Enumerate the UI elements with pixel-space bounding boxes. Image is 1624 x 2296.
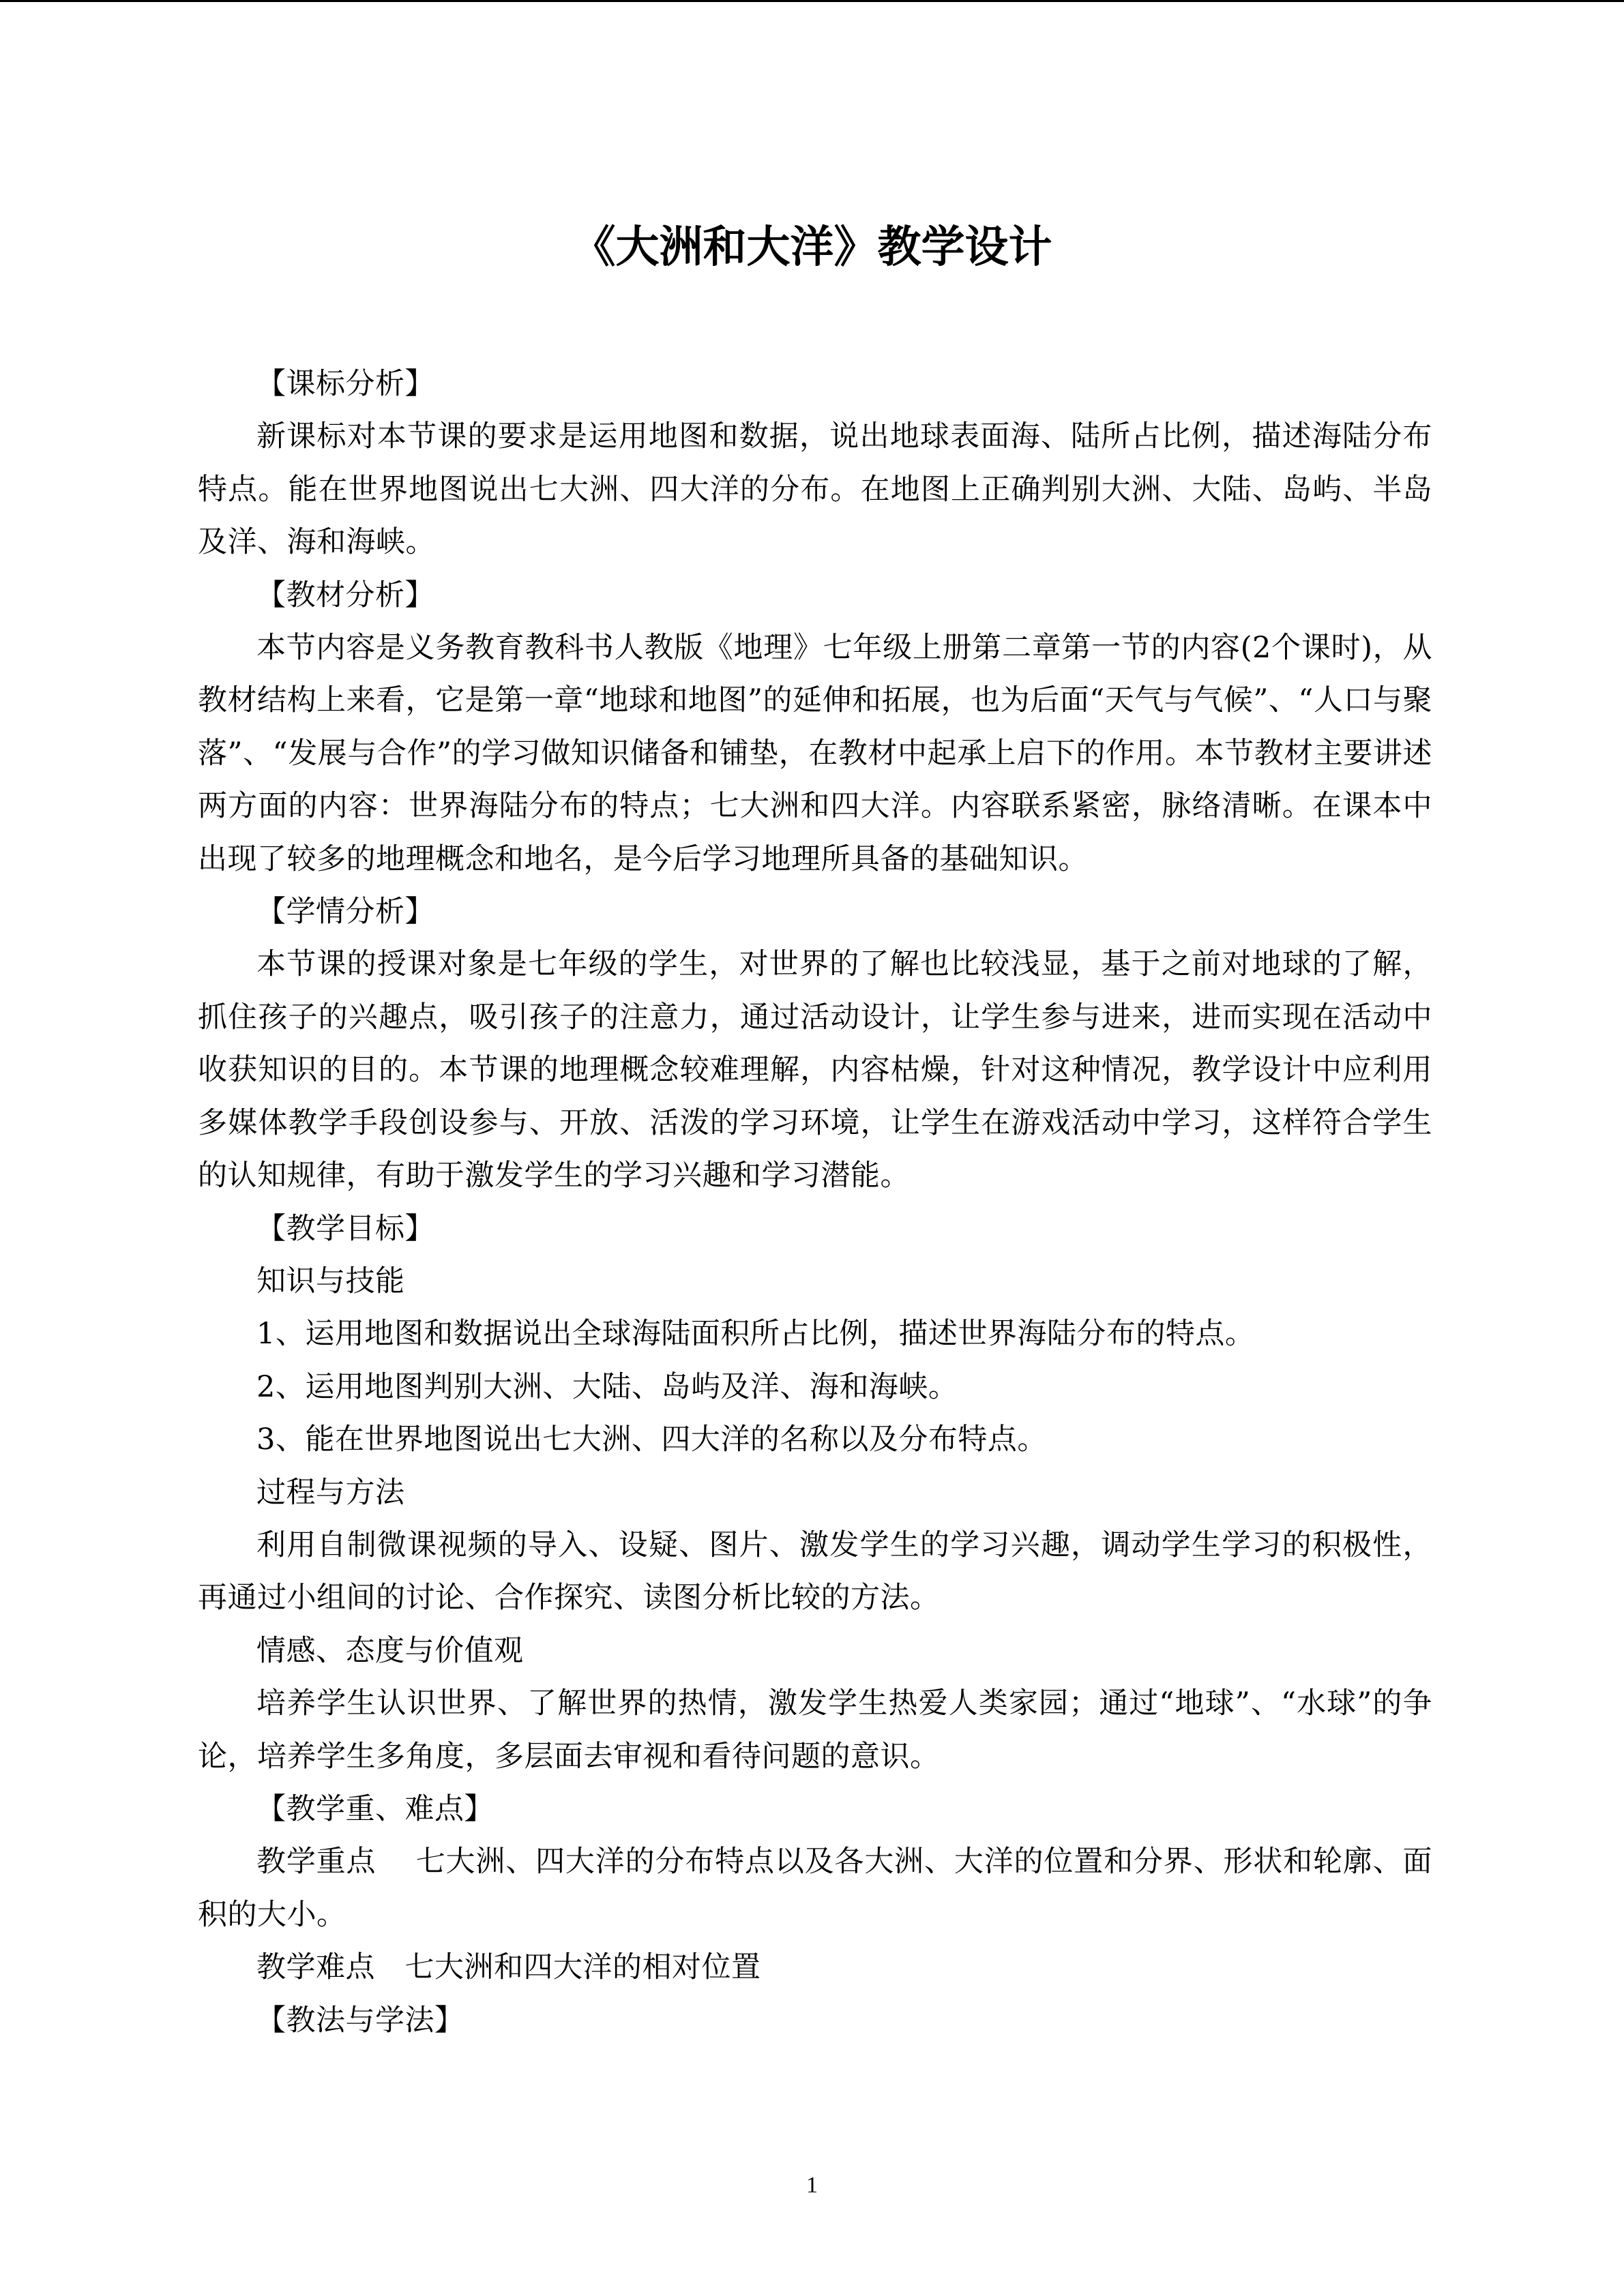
goals-emotion-paragraph: 培养学生认识世界、了解世界的热情，激发学生热爱人类家园；通过“地球”、“水球”的争论，培养学生多角度，多层面去审视和看待问题的意识。 <box>198 1686 1432 1774</box>
goals-knowledge-item-1: 1、运用地图和数据说出全球海陆面积所占比例，描述世界海陆分布的特点。 <box>256 1317 1255 1352</box>
teaching-difficulty-paragraph: 教学难点 七大洲和四大洋的相对位置 <box>256 1950 761 1985</box>
learner-analysis-heading: 【学情分析】 <box>256 895 434 929</box>
page-number: 1 <box>806 2173 818 2198</box>
document-body <box>198 358 1432 2047</box>
goals-process-subheading: 过程与方法 <box>256 1475 405 1510</box>
goals-process-paragraph: 利用自制微课视频的导入、设疑、图片、激发学生的学习兴趣，调动学生学习的积极性，再通过小组间的讨论、合作探究、读图分析比较的方法。 <box>198 1527 1432 1615</box>
page-title: 《大洲和大洋》教学设计 <box>572 222 1052 273</box>
goals-knowledge-subheading: 知识与技能 <box>256 1264 405 1298</box>
curriculum-analysis-heading: 【课标分析】 <box>256 367 434 401</box>
goals-knowledge-item-3: 3、能在世界地图说出七大洲、四大洋的名称以及分布特点。 <box>256 1422 1047 1457</box>
goals-emotion-subheading: 情感、态度与价值观 <box>256 1633 524 1668</box>
teaching-focus-paragraph: 教学重点 七大洲、四大洋的分布特点以及各大洲、大洋的位置和分界、形状和轮廓、面积的大小。 <box>198 1845 1432 1932</box>
teaching-methods-heading: 【教法与学法】 <box>256 2003 464 2038</box>
goals-knowledge-item-2: 2、运用地图判别大洲、大陆、岛屿及洋、海和海峡。 <box>256 1369 958 1404</box>
textbook-analysis-paragraph: 本节内容是义务教育教科书人教版《地理》七年级上册第二章第一节的内容(2个课时)，从教材结构上来看，它是第一章“地球和地图”的延伸和拓展，也为后面“天气与气候”、“人口与聚落”、“发展与合作”的学习做知识储备和铺垫，在教材中起承上启下的作用。本节教材主要讲述两方面的内容：世界海陆分布的特点；七大洲和四大洋。内容联系紧密，脉络清晰。在课本中出现了较多的地理概念和地名，是今后学习地理所具备的基础知识。 <box>198 631 1432 876</box>
curriculum-analysis-paragraph: 新课标对本节课的要求是运用地图和数据，说出地球表面海、陆所占比例，描述海陆分布特点。能在世界地图说出七大洲、四大洋的分布。在地图上正确判别大洲、大陆、岛屿、半岛及洋、海和海峡。 <box>198 419 1432 560</box>
textbook-analysis-heading: 【教材分析】 <box>256 578 434 612</box>
learner-analysis-paragraph: 本节课的授课对象是七年级的学生，对世界的了解也比较浅显，基于之前对地球的了解，抓住孩子的兴趣点，吸引孩子的注意力，通过活动设计，让学生参与进来，进而实现在活动中收获知识的目的。本节课的地理概念较难理解，内容枯燥，针对这种情况，教学设计中应利用多媒体教学手段创设参与、开放、活泼的学习环境，让学生在游戏活动中学习，这样符合学生的认知规律，有助于激发学生的学习兴趣和学习潜能。 <box>198 947 1432 1193</box>
top-border-line <box>0 0 1624 2</box>
key-difficult-points-heading: 【教学重、难点】 <box>256 1791 494 1826</box>
teaching-goals-heading: 【教学目标】 <box>256 1211 434 1246</box>
